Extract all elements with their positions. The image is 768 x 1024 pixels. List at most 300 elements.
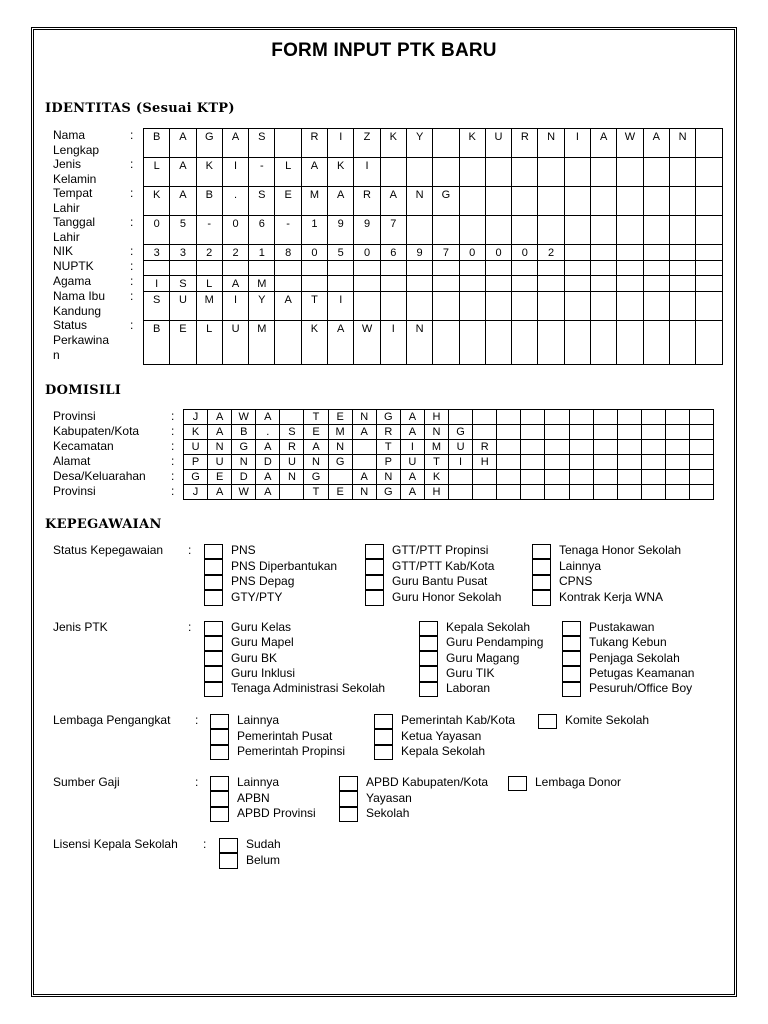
char-cell[interactable] <box>545 455 569 470</box>
char-cell[interactable] <box>485 187 511 216</box>
char-cell[interactable]: A <box>208 425 232 440</box>
char-cell[interactable] <box>538 158 564 187</box>
char-cell[interactable] <box>665 470 689 485</box>
char-cell[interactable]: H <box>424 410 448 425</box>
char-cell[interactable]: M <box>301 187 327 216</box>
char-cell[interactable]: M <box>328 425 352 440</box>
jenis-checkbox[interactable] <box>419 682 438 697</box>
gaji-checkbox[interactable] <box>210 791 229 807</box>
char-cell[interactable]: A <box>643 129 669 158</box>
char-cell[interactable]: H <box>473 455 497 470</box>
char-cell[interactable] <box>301 261 327 276</box>
char-cell[interactable] <box>433 292 459 321</box>
char-cell[interactable]: 9 <box>354 216 380 245</box>
char-cell[interactable]: 1 <box>249 245 275 261</box>
char-cell[interactable] <box>459 158 485 187</box>
char-cell[interactable]: L <box>196 276 222 292</box>
char-cell[interactable] <box>406 276 432 292</box>
char-cell[interactable]: N <box>232 455 256 470</box>
status-checkbox[interactable] <box>365 544 384 560</box>
char-cell[interactable] <box>593 485 617 500</box>
char-cell[interactable] <box>521 410 545 425</box>
char-cell[interactable]: N <box>280 470 304 485</box>
gaji-checkbox[interactable] <box>508 776 527 792</box>
char-cell[interactable] <box>354 261 380 276</box>
char-cell[interactable] <box>380 276 406 292</box>
jenis-checkbox[interactable] <box>204 651 223 666</box>
jenis-checkbox[interactable] <box>204 666 223 681</box>
char-cell[interactable] <box>617 187 643 216</box>
char-cell[interactable] <box>665 410 689 425</box>
char-cell[interactable]: N <box>406 187 432 216</box>
char-cell[interactable]: E <box>328 410 352 425</box>
char-cell[interactable]: I <box>328 129 354 158</box>
char-cell[interactable] <box>406 158 432 187</box>
char-cell[interactable] <box>591 245 617 261</box>
gaji-checkbox[interactable] <box>210 807 229 823</box>
char-cell[interactable]: P <box>184 455 208 470</box>
lembaga-checkbox[interactable] <box>374 745 393 761</box>
char-cell[interactable] <box>665 440 689 455</box>
lembaga-checkbox[interactable] <box>374 714 393 730</box>
char-cell[interactable] <box>497 470 521 485</box>
char-cell[interactable] <box>328 470 352 485</box>
char-cell[interactable]: E <box>208 470 232 485</box>
char-cell[interactable] <box>352 455 376 470</box>
char-cell[interactable] <box>669 216 695 245</box>
char-cell[interactable] <box>222 261 248 276</box>
char-cell[interactable] <box>275 261 301 276</box>
char-cell[interactable] <box>696 261 722 276</box>
status-checkbox[interactable] <box>204 559 223 575</box>
char-cell[interactable] <box>669 261 695 276</box>
char-cell[interactable]: I <box>222 292 248 321</box>
char-cell[interactable]: 0 <box>354 245 380 261</box>
char-cell[interactable] <box>512 216 538 245</box>
char-cell[interactable] <box>512 187 538 216</box>
char-cell[interactable]: A <box>170 129 196 158</box>
lembaga-checkbox[interactable] <box>210 714 229 730</box>
char-cell[interactable]: U <box>400 455 424 470</box>
char-cell[interactable]: G <box>449 425 473 440</box>
char-cell[interactable]: U <box>222 321 248 365</box>
char-cell[interactable] <box>617 321 643 365</box>
char-cell[interactable] <box>497 425 521 440</box>
char-cell[interactable] <box>380 261 406 276</box>
status-checkbox[interactable] <box>204 590 223 606</box>
char-cell[interactable] <box>473 425 497 440</box>
char-cell[interactable]: M <box>424 440 448 455</box>
jenis-checkbox[interactable] <box>562 621 581 636</box>
char-cell[interactable]: A <box>301 158 327 187</box>
char-cell[interactable] <box>617 216 643 245</box>
char-cell[interactable] <box>689 485 713 500</box>
char-cell[interactable] <box>459 321 485 365</box>
char-cell[interactable]: A <box>256 410 280 425</box>
char-cell[interactable]: A <box>352 425 376 440</box>
char-cell[interactable]: E <box>304 425 328 440</box>
char-cell[interactable] <box>473 470 497 485</box>
char-cell[interactable]: J <box>184 485 208 500</box>
char-cell[interactable]: 0 <box>459 245 485 261</box>
status-checkbox[interactable] <box>365 575 384 591</box>
status-checkbox[interactable] <box>204 575 223 591</box>
char-cell[interactable]: W <box>232 485 256 500</box>
char-cell[interactable] <box>669 321 695 365</box>
char-cell[interactable] <box>696 245 722 261</box>
char-cell[interactable]: T <box>304 485 328 500</box>
char-cell[interactable] <box>406 261 432 276</box>
char-cell[interactable]: A <box>208 410 232 425</box>
char-cell[interactable] <box>275 321 301 365</box>
jenis-checkbox[interactable] <box>204 621 223 636</box>
char-cell[interactable]: . <box>256 425 280 440</box>
char-cell[interactable]: A <box>380 187 406 216</box>
char-cell[interactable]: A <box>275 292 301 321</box>
char-cell[interactable]: W <box>617 129 643 158</box>
char-cell[interactable]: G <box>232 440 256 455</box>
char-cell[interactable]: U <box>280 455 304 470</box>
char-cell[interactable]: A <box>222 129 248 158</box>
char-cell[interactable] <box>617 425 641 440</box>
char-cell[interactable] <box>521 485 545 500</box>
char-cell[interactable] <box>433 129 459 158</box>
char-cell[interactable]: I <box>222 158 248 187</box>
char-cell[interactable] <box>433 158 459 187</box>
char-cell[interactable]: N <box>208 440 232 455</box>
char-cell[interactable]: G <box>184 470 208 485</box>
char-cell[interactable] <box>641 485 665 500</box>
char-cell[interactable]: G <box>376 485 400 500</box>
char-cell[interactable] <box>593 440 617 455</box>
char-cell[interactable] <box>545 440 569 455</box>
char-cell[interactable] <box>643 158 669 187</box>
char-cell[interactable]: 2 <box>538 245 564 261</box>
char-cell[interactable]: A <box>328 187 354 216</box>
lembaga-checkbox[interactable] <box>210 745 229 761</box>
char-cell[interactable]: A <box>256 485 280 500</box>
char-cell[interactable] <box>545 425 569 440</box>
char-cell[interactable] <box>459 187 485 216</box>
char-cell[interactable]: 6 <box>249 216 275 245</box>
gaji-checkbox[interactable] <box>210 776 229 792</box>
char-cell[interactable] <box>564 187 590 216</box>
char-cell[interactable] <box>459 261 485 276</box>
char-cell[interactable] <box>689 425 713 440</box>
char-cell[interactable] <box>538 216 564 245</box>
char-cell[interactable] <box>512 321 538 365</box>
char-cell[interactable] <box>617 470 641 485</box>
char-cell[interactable] <box>591 216 617 245</box>
char-cell[interactable] <box>617 261 643 276</box>
jenis-checkbox[interactable] <box>562 682 581 697</box>
char-cell[interactable] <box>641 440 665 455</box>
char-cell[interactable] <box>564 321 590 365</box>
char-cell[interactable] <box>538 276 564 292</box>
char-cell[interactable] <box>538 261 564 276</box>
char-cell[interactable] <box>521 425 545 440</box>
char-cell[interactable] <box>617 158 643 187</box>
char-cell[interactable] <box>564 245 590 261</box>
char-cell[interactable] <box>617 485 641 500</box>
char-cell[interactable] <box>569 485 593 500</box>
char-cell[interactable]: A <box>591 129 617 158</box>
char-cell[interactable]: R <box>301 129 327 158</box>
char-cell[interactable] <box>569 470 593 485</box>
char-cell[interactable] <box>617 292 643 321</box>
char-cell[interactable] <box>280 410 304 425</box>
char-cell[interactable]: A <box>400 485 424 500</box>
char-cell[interactable] <box>473 410 497 425</box>
jenis-checkbox[interactable] <box>204 682 223 697</box>
char-cell[interactable] <box>617 276 643 292</box>
char-cell[interactable]: M <box>196 292 222 321</box>
char-cell[interactable]: U <box>170 292 196 321</box>
char-cell[interactable] <box>591 261 617 276</box>
char-cell[interactable]: A <box>400 425 424 440</box>
char-cell[interactable]: W <box>354 321 380 365</box>
char-cell[interactable]: A <box>328 321 354 365</box>
char-cell[interactable]: G <box>304 470 328 485</box>
char-cell[interactable]: 0 <box>301 245 327 261</box>
char-cell[interactable] <box>380 292 406 321</box>
char-cell[interactable] <box>665 455 689 470</box>
char-cell[interactable]: 1 <box>301 216 327 245</box>
char-cell[interactable] <box>433 321 459 365</box>
char-cell[interactable]: A <box>304 440 328 455</box>
char-cell[interactable] <box>473 485 497 500</box>
char-cell[interactable]: A <box>256 440 280 455</box>
jenis-checkbox[interactable] <box>562 651 581 666</box>
jenis-checkbox[interactable] <box>419 666 438 681</box>
gaji-checkbox[interactable] <box>339 776 358 792</box>
char-cell[interactable]: T <box>424 455 448 470</box>
char-cell[interactable] <box>591 276 617 292</box>
char-cell[interactable] <box>449 410 473 425</box>
char-cell[interactable] <box>643 321 669 365</box>
char-cell[interactable]: U <box>184 440 208 455</box>
status-checkbox[interactable] <box>532 590 551 606</box>
char-cell[interactable] <box>593 425 617 440</box>
char-cell[interactable]: B <box>144 129 170 158</box>
char-cell[interactable] <box>569 425 593 440</box>
char-cell[interactable] <box>696 187 722 216</box>
char-cell[interactable]: T <box>376 440 400 455</box>
char-cell[interactable] <box>249 261 275 276</box>
char-cell[interactable]: I <box>354 158 380 187</box>
char-cell[interactable] <box>485 321 511 365</box>
char-cell[interactable] <box>144 261 170 276</box>
char-cell[interactable]: B <box>196 187 222 216</box>
char-cell[interactable]: A <box>256 470 280 485</box>
char-cell[interactable] <box>545 470 569 485</box>
char-cell[interactable]: I <box>144 276 170 292</box>
char-cell[interactable] <box>275 276 301 292</box>
jenis-checkbox[interactable] <box>419 651 438 666</box>
char-cell[interactable] <box>569 455 593 470</box>
jenis-checkbox[interactable] <box>419 621 438 636</box>
char-cell[interactable] <box>354 292 380 321</box>
char-cell[interactable]: 8 <box>275 245 301 261</box>
char-cell[interactable] <box>696 276 722 292</box>
char-cell[interactable] <box>449 470 473 485</box>
char-cell[interactable]: J <box>184 410 208 425</box>
char-cell[interactable]: R <box>473 440 497 455</box>
char-cell[interactable]: 7 <box>380 216 406 245</box>
jenis-checkbox[interactable] <box>419 636 438 651</box>
char-cell[interactable] <box>545 485 569 500</box>
char-cell[interactable]: R <box>376 425 400 440</box>
char-cell[interactable]: 0 <box>512 245 538 261</box>
char-cell[interactable]: B <box>144 321 170 365</box>
char-cell[interactable]: N <box>352 410 376 425</box>
char-cell[interactable] <box>512 158 538 187</box>
char-cell[interactable]: - <box>196 216 222 245</box>
jenis-checkbox[interactable] <box>562 666 581 681</box>
char-cell[interactable] <box>538 292 564 321</box>
lembaga-checkbox[interactable] <box>374 729 393 745</box>
gaji-checkbox[interactable] <box>339 807 358 823</box>
char-cell[interactable]: A <box>222 276 248 292</box>
char-cell[interactable]: R <box>354 187 380 216</box>
char-cell[interactable] <box>433 216 459 245</box>
char-cell[interactable]: Y <box>406 129 432 158</box>
char-cell[interactable]: K <box>380 129 406 158</box>
jenis-checkbox[interactable] <box>562 636 581 651</box>
char-cell[interactable] <box>669 292 695 321</box>
char-cell[interactable]: 0 <box>485 245 511 261</box>
char-cell[interactable]: I <box>328 292 354 321</box>
char-cell[interactable] <box>170 261 196 276</box>
char-cell[interactable]: T <box>301 292 327 321</box>
char-cell[interactable]: M <box>249 276 275 292</box>
char-cell[interactable]: 9 <box>406 245 432 261</box>
status-checkbox[interactable] <box>532 544 551 560</box>
char-cell[interactable] <box>696 321 722 365</box>
char-cell[interactable] <box>328 261 354 276</box>
char-cell[interactable] <box>433 261 459 276</box>
char-cell[interactable] <box>497 410 521 425</box>
char-cell[interactable]: A <box>170 187 196 216</box>
char-cell[interactable]: N <box>406 321 432 365</box>
jenis-checkbox[interactable] <box>204 636 223 651</box>
char-cell[interactable] <box>696 216 722 245</box>
char-cell[interactable] <box>196 261 222 276</box>
char-cell[interactable] <box>352 440 376 455</box>
status-checkbox[interactable] <box>365 590 384 606</box>
char-cell[interactable]: S <box>249 187 275 216</box>
char-cell[interactable] <box>538 321 564 365</box>
char-cell[interactable]: 0 <box>144 216 170 245</box>
char-cell[interactable]: 5 <box>328 245 354 261</box>
char-cell[interactable]: L <box>275 158 301 187</box>
char-cell[interactable] <box>696 292 722 321</box>
char-cell[interactable] <box>696 158 722 187</box>
char-cell[interactable]: I <box>449 455 473 470</box>
char-cell[interactable] <box>512 276 538 292</box>
char-cell[interactable] <box>538 187 564 216</box>
char-cell[interactable] <box>665 425 689 440</box>
char-cell[interactable]: 0 <box>222 216 248 245</box>
char-cell[interactable]: - <box>249 158 275 187</box>
char-cell[interactable]: S <box>280 425 304 440</box>
char-cell[interactable] <box>669 276 695 292</box>
char-cell[interactable] <box>380 158 406 187</box>
status-checkbox[interactable] <box>365 559 384 575</box>
char-cell[interactable]: A <box>400 410 424 425</box>
char-cell[interactable]: G <box>433 187 459 216</box>
char-cell[interactable]: B <box>232 425 256 440</box>
char-cell[interactable]: N <box>669 129 695 158</box>
char-cell[interactable] <box>406 216 432 245</box>
char-cell[interactable] <box>512 261 538 276</box>
char-cell[interactable] <box>591 292 617 321</box>
char-cell[interactable] <box>569 440 593 455</box>
char-cell[interactable]: S <box>170 276 196 292</box>
char-cell[interactable]: T <box>304 410 328 425</box>
char-cell[interactable] <box>696 129 722 158</box>
char-cell[interactable]: K <box>184 425 208 440</box>
char-cell[interactable]: I <box>400 440 424 455</box>
char-cell[interactable] <box>641 410 665 425</box>
char-cell[interactable]: A <box>170 158 196 187</box>
char-cell[interactable] <box>643 187 669 216</box>
char-cell[interactable] <box>591 187 617 216</box>
char-cell[interactable] <box>521 455 545 470</box>
char-cell[interactable] <box>593 470 617 485</box>
char-cell[interactable] <box>459 276 485 292</box>
char-cell[interactable] <box>564 261 590 276</box>
lisensi-checkbox[interactable] <box>219 853 238 869</box>
char-cell[interactable]: N <box>376 470 400 485</box>
char-cell[interactable] <box>593 410 617 425</box>
char-cell[interactable] <box>485 292 511 321</box>
char-cell[interactable]: W <box>232 410 256 425</box>
char-cell[interactable] <box>643 261 669 276</box>
char-cell[interactable] <box>485 276 511 292</box>
char-cell[interactable]: 5 <box>170 216 196 245</box>
char-cell[interactable] <box>280 485 304 500</box>
char-cell[interactable] <box>643 292 669 321</box>
char-cell[interactable]: L <box>144 158 170 187</box>
char-cell[interactable] <box>521 440 545 455</box>
char-cell[interactable]: U <box>208 455 232 470</box>
char-cell[interactable]: A <box>208 485 232 500</box>
char-cell[interactable]: 6 <box>380 245 406 261</box>
char-cell[interactable] <box>643 276 669 292</box>
char-cell[interactable] <box>591 158 617 187</box>
char-cell[interactable] <box>433 276 459 292</box>
char-cell[interactable] <box>328 276 354 292</box>
char-cell[interactable]: K <box>301 321 327 365</box>
char-cell[interactable]: K <box>424 470 448 485</box>
char-cell[interactable] <box>449 485 473 500</box>
char-cell[interactable] <box>275 129 301 158</box>
char-cell[interactable] <box>643 245 669 261</box>
char-cell[interactable]: . <box>222 187 248 216</box>
char-cell[interactable]: K <box>196 158 222 187</box>
char-cell[interactable] <box>591 321 617 365</box>
char-cell[interactable]: - <box>275 216 301 245</box>
char-cell[interactable] <box>669 245 695 261</box>
char-cell[interactable]: U <box>449 440 473 455</box>
lisensi-checkbox[interactable] <box>219 838 238 854</box>
char-cell[interactable] <box>497 455 521 470</box>
char-cell[interactable]: S <box>144 292 170 321</box>
char-cell[interactable]: Y <box>249 292 275 321</box>
char-cell[interactable]: M <box>249 321 275 365</box>
char-cell[interactable]: K <box>459 129 485 158</box>
